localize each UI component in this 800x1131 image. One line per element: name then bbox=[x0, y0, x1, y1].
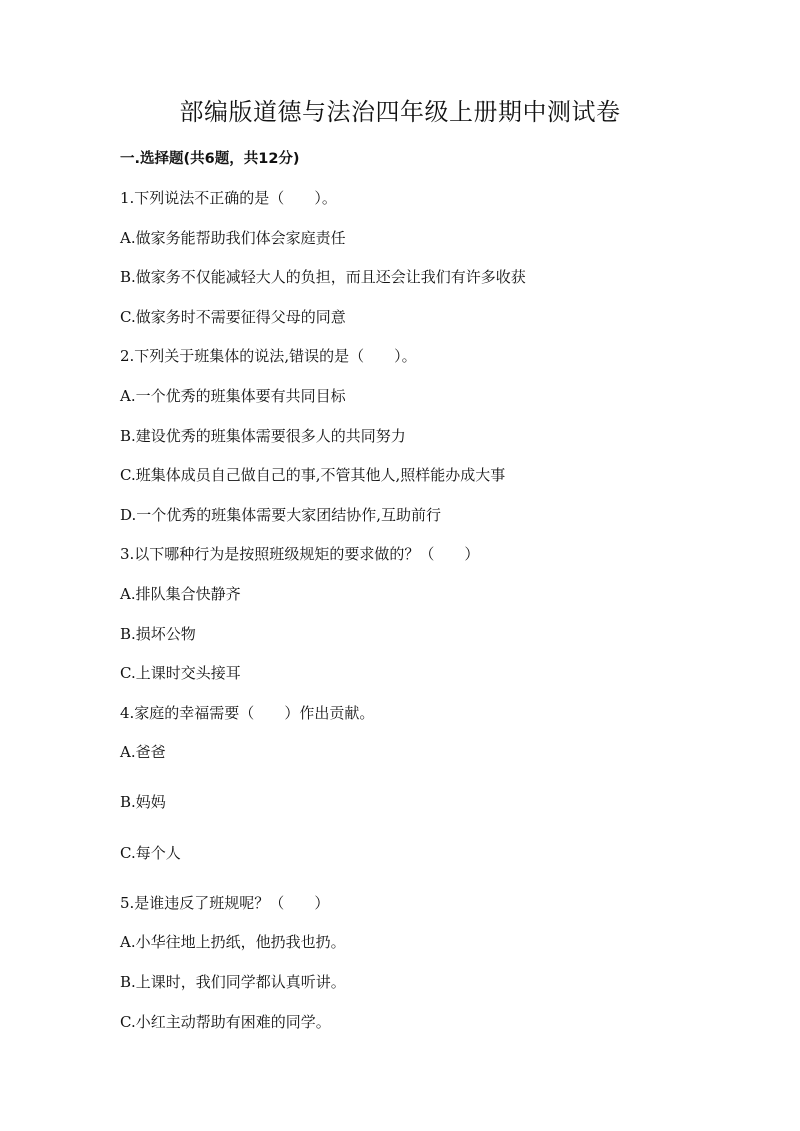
exam-title: 部编版道德与法治四年级上册期中测试卷 bbox=[179, 98, 621, 126]
section-header: 一.选择题(共6题，共12分) bbox=[120, 151, 300, 167]
question-2-stem: 2.下列关于班集体的说法,错误的是（ ）。 bbox=[120, 347, 417, 365]
question-3-option-c: C.上课时交头接耳 bbox=[120, 664, 241, 682]
question-2-option-a: A.一个优秀的班集体要有共同目标 bbox=[120, 387, 346, 405]
question-2-option-d: D.一个优秀的班集体需要大家团结协作,互助前行 bbox=[120, 506, 442, 524]
question-4-stem: 4.家庭的幸福需要（ ）作出贡献。 bbox=[120, 704, 375, 722]
question-1-option-b: B.做家务不仅能减轻大人的负担，而且还会让我们有许多收获 bbox=[120, 268, 526, 286]
question-3-option-a: A.排队集合快静齐 bbox=[120, 585, 241, 603]
question-4-option-c: C.每个人 bbox=[120, 844, 181, 862]
question-3-option-b: B.损坏公物 bbox=[120, 625, 196, 643]
question-5-option-c: C.小红主动帮助有困难的同学。 bbox=[120, 1013, 331, 1031]
question-3-stem: 3.以下哪种行为是按照班级规矩的要求做的？（ ） bbox=[120, 545, 480, 563]
question-1-stem: 1.下列说法不正确的是（ ）。 bbox=[120, 189, 337, 207]
question-1-option-c: C.做家务时不需要征得父母的同意 bbox=[120, 308, 346, 326]
question-4-option-a: A.爸爸 bbox=[120, 743, 166, 761]
question-2-option-b: B.建设优秀的班集体需要很多人的共同努力 bbox=[120, 427, 406, 445]
question-4-option-b: B.妈妈 bbox=[120, 793, 166, 811]
question-5-option-b: B.上课时，我们同学都认真听讲。 bbox=[120, 973, 346, 991]
question-2-option-c: C.班集体成员自己做自己的事,不管其他人,照样能办成大事 bbox=[120, 466, 506, 484]
question-1-option-a: A.做家务能帮助我们体会家庭责任 bbox=[120, 229, 346, 247]
question-5-stem: 5.是谁违反了班规呢？（ ） bbox=[120, 894, 330, 912]
question-5-option-a: A.小华往地上扔纸，他扔我也扔。 bbox=[120, 933, 346, 951]
